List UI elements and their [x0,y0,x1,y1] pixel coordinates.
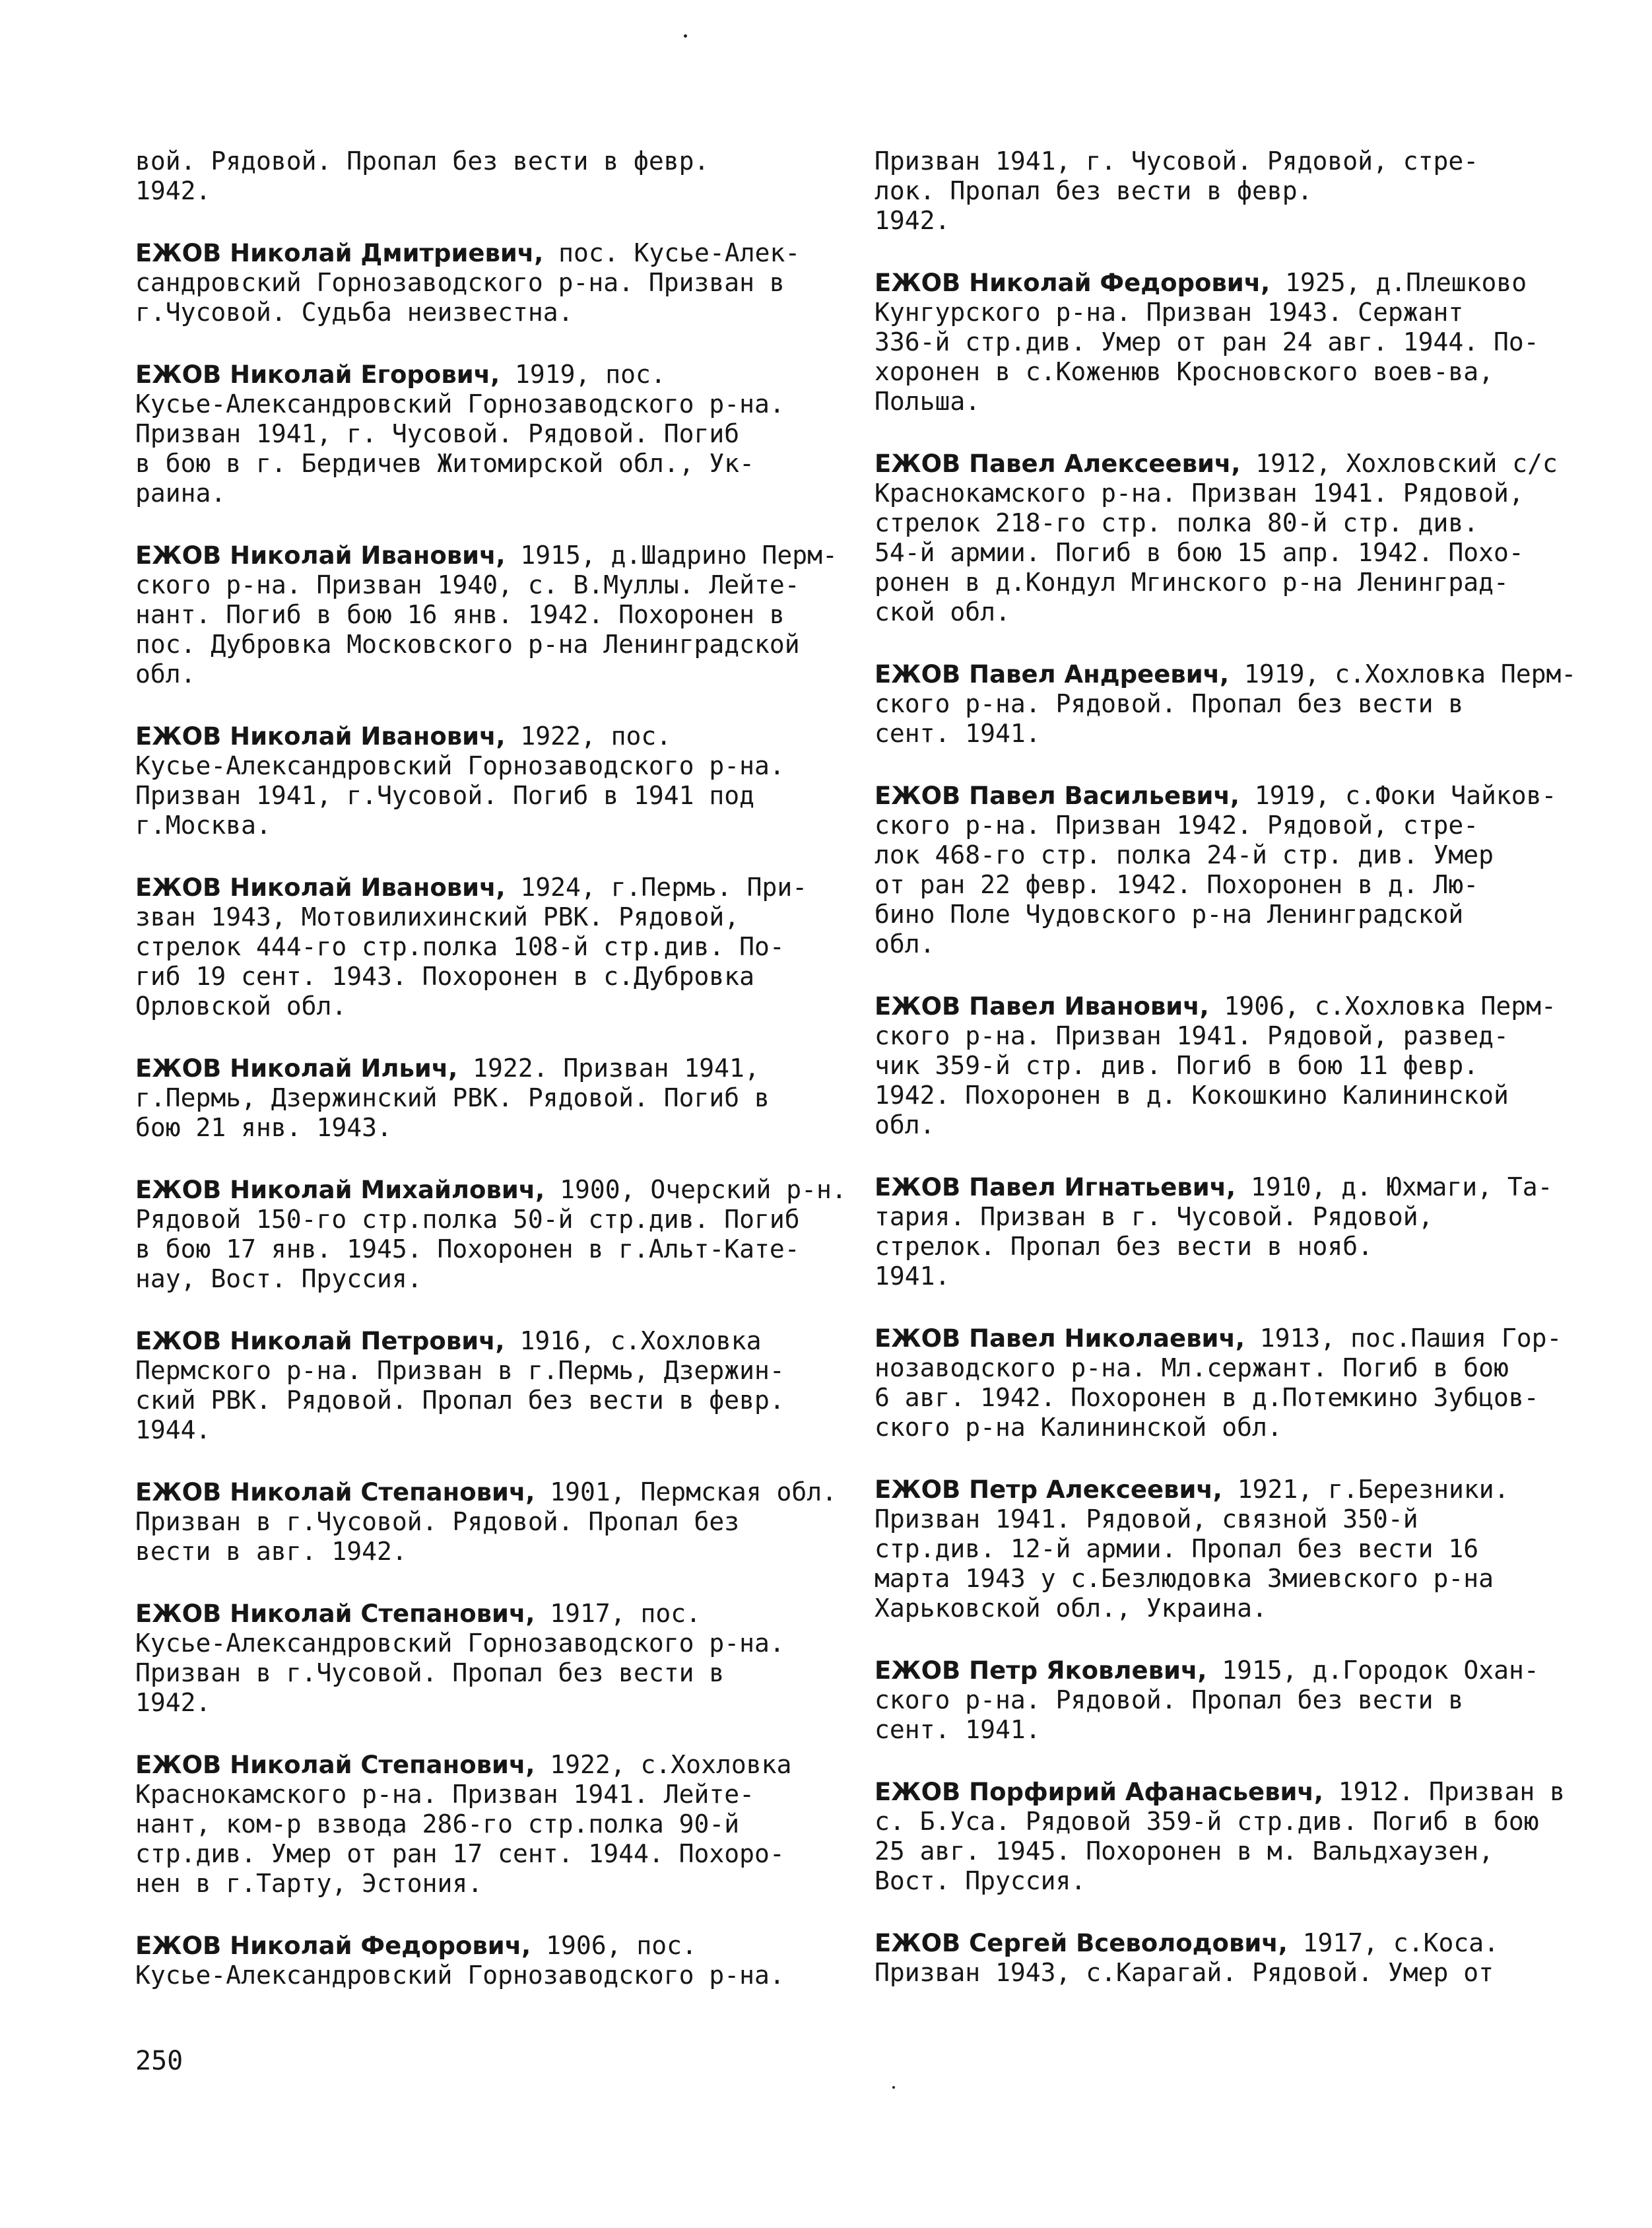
list-item [875,781,1586,959]
entry-name: ЕЖОВ Николай Федорович, [875,269,1271,297]
entry-text: 1906, пос. Кусье-Александровский Горнозаводского р-на. [135,1931,785,1990]
entry-text: 1921, г.Березники. Призван 1941. Рядовой, связной 350-й стр.див. 12-й армии. Пропал без вести 16 марта 1943 у с.Безлюдовка Змиевского р-на Харьковской обл., Украина. [875,1475,1509,1623]
entry-text: 1912, Хохловский с/с Краснокамского р-на. Призван 1941. Рядовой, стрелок 218-го стр. полка 80-й стр. див. 54-й армии. Погиб в бою 15 апр. 1942. Похо- ронен в д.Кондул Мгинского р-на Ленинград- ской обл. [875,449,1558,626]
left-column [135,147,847,2023]
entry-name: ЕЖОВ Николай Иванович, [135,541,506,570]
print-speck [892,2086,895,2089]
entry-text: 1922, пос. Кусье-Александровский Горнозаводского р-на. Призван 1941, г.Чусовой. Погиб в 1941 под г.Москва. [135,722,785,840]
entry-text: 1915, д.Городок Охан- ского р-на. Рядовой. Пропал без вести в сент. 1941. [875,1656,1539,1744]
list-item [135,1175,847,1294]
entry-name: ЕЖОВ Петр Яковлевич, [875,1656,1207,1685]
entry-text: 1901, Пермская обл. Призван в г.Чусовой. Рядовой. Пропал без вести в авг. 1942. [135,1477,837,1566]
entry-text: 1912. Призван в с. Б.Уса. Рядовой 359-й стр.див. Погиб в бою 25 авг. 1945. Похоронен в м. Вальдхаузен, Вост. Пруссия. [875,1777,1565,1895]
list-item [135,147,847,206]
entry-text: 1916, с.Хохловка Пермского р-на. Призван в г.Пермь, Дзержин- ский РВК. Рядовой. Пропал без вести в февр. 1944. [135,1326,785,1444]
entry-text: 1924, г.Пермь. При- зван 1943, Мотовилихинский РВК. Рядовой, стрелок 444-го стр.полка 108-й стр.див. По- гиб 19 сент. 1943. Похоронен в с.Дубровка Орловской обл. [135,873,808,1021]
list-item [875,659,1586,749]
list-item [135,541,847,689]
entry-name: ЕЖОВ Николай Степанович, [135,1478,535,1506]
entry-name: ЕЖОВ Николай Михайлович, [135,1176,545,1204]
list-item [135,238,847,327]
list-item [135,1326,847,1445]
entry-text: 1917, с.Коса. Призван 1943, с.Карагай. Рядовой. Умер от [875,1928,1500,1987]
entry-text: 1922. Призван 1941, г.Пермь, Дзержинский РВК. Рядовой. Погиб в бою 21 янв. 1943. [135,1054,770,1142]
entry-name: ЕЖОВ Николай Степанович, [135,1600,535,1628]
entry-text: 1919, с.Хохловка Перм- ского р-на. Рядовой. Пропал без вести в сент. 1941. [875,659,1577,748]
entry-text: 1919, пос. Кусье-Александровский Горнозаводского р-на. Призван 1941, г. Чусовой. Рядовой. Погиб в бою в г. Бердичев Житомирской обл., Ук- раина. [135,360,785,508]
entry-name: ЕЖОВ Николай Федорович, [135,1932,531,1960]
list-item [875,147,1586,236]
entry-name: ЕЖОВ Петр Алексеевич, [875,1475,1222,1504]
list-item [875,1172,1586,1291]
list-item [875,992,1586,1140]
list-item [135,1931,847,1990]
right-column [875,147,1586,2020]
print-speck [684,34,687,38]
entry-name: ЕЖОВ Павел Андреевич, [875,660,1230,689]
list-item [135,1477,847,1567]
list-item [875,1777,1586,1896]
entry-name: ЕЖОВ Павел Алексеевич, [875,450,1241,478]
page-number: 250 [135,2046,183,2076]
list-item [135,873,847,1021]
entry-text: 1910, д. Юхмаги, Та- тария. Призван в г. Чусовой. Рядовой, стрелок. Пропал без вести в нояб. 1941. [875,1172,1553,1291]
entry-name: ЕЖОВ Порфирий Афанасьевич, [875,1778,1323,1806]
entry-text: 1919, с.Фоки Чайков- ского р-на. Призван 1942. Рядовой, стре- лок 468-го стр. полка 24-й стр. див. Умер от ран 22 февр. 1942. Похоронен в д. Лю- бино Поле Чудовского р-на Ленинградской обл. [875,781,1557,959]
list-item [135,1750,847,1899]
list-item [875,268,1586,417]
entry-text: 1925, д.Плешково Кунгурского р-на. Призван 1943. Сержант 336-й стр.див. Умер от ран 24 авг. 1944. По- хоронен в с.Коженюв Кросновского воев-ва, Польша. [875,268,1539,416]
entry-name: ЕЖОВ Николай Дмитриевич, [135,239,544,267]
entry-name: ЕЖОВ Павел Игнатьевич, [875,1173,1236,1201]
entry-text: Призван 1941, г. Чусовой. Рядовой, стре- лок. Пропал без вести в февр. 1942. [875,147,1479,235]
entry-name: ЕЖОВ Николай Егорович, [135,360,500,389]
entry-name: ЕЖОВ Николай Петрович, [135,1327,505,1355]
list-item [875,1475,1586,1623]
entry-name: ЕЖОВ Николай Ильич, [135,1054,458,1083]
entry-text: 1915, д.Шадрино Перм- ского р-на. Призван 1940, с. В.Муллы. Лейте- нант. Погиб в бою 16 янв. 1942. Похоронен в пос. Дубровка Московского р-на Ленинградской обл. [135,541,838,689]
entry-name: ЕЖОВ Сергей Всеволодович, [875,1929,1288,1957]
entry-name: ЕЖОВ Николай Иванович, [135,873,506,902]
list-item [135,1054,847,1143]
list-item [875,1656,1586,1745]
entry-text: пос. Кусье-Алек- сандровский Горнозаводского р-на. Призван в г.Чусовой. Судьба неизвестна. [135,238,801,327]
entry-name: ЕЖОВ Николай Степанович, [135,1751,535,1779]
entry-text: 1906, с.Хохловка Перм- ского р-на. Призван 1941. Рядовой, развед- чик 359-й стр. див. Погиб в бою 11 февр. 1942. Похоронен в д. Кокошкино Калининской обл. [875,992,1556,1139]
list-item [875,449,1586,627]
entry-text: 1917, пос. Кусье-Александровский Горнозаводского р-на. Призван в г.Чусовой. Пропал без вести в 1942. [135,1599,785,1717]
list-item [875,1928,1586,1988]
entry-text: 1913, пос.Пашия Гор- нозаводского р-на. Мл.сержант. Погиб в бою 6 авг. 1942. Похоронен в д.Потемкино Зубцов- ского р-на Калининской обл. [875,1324,1562,1442]
list-item [875,1324,1586,1442]
entry-text: 1922, с.Хохловка Краснокамского р-на. Призван 1941. Лейте- нант, ком-р взвода 286-го стр.полка 90-й стр.див. Умер от ран 17 сент. 1944. Похоро- нен в г.Тарту, Эстония. [135,1750,792,1898]
entry-text: 1900, Очерский р-н. Рядовой 150-го стр.полка 50-й стр.див. Погиб в бою 17 янв. 1945. Похоронен в г.Альт-Кате- нау, Вост. Пруссия. [135,1175,847,1293]
list-item [135,360,847,508]
list-item [135,1599,847,1718]
entry-text: вой. Рядовой. Пропал без вести в февр. 1942. [135,147,710,205]
entry-name: ЕЖОВ Павел Иванович, [875,992,1209,1021]
list-item [135,722,847,840]
entry-name: ЕЖОВ Павел Николаевич, [875,1324,1245,1353]
entry-name: ЕЖОВ Павел Васильевич, [875,782,1239,810]
entry-name: ЕЖОВ Николай Иванович, [135,722,506,751]
